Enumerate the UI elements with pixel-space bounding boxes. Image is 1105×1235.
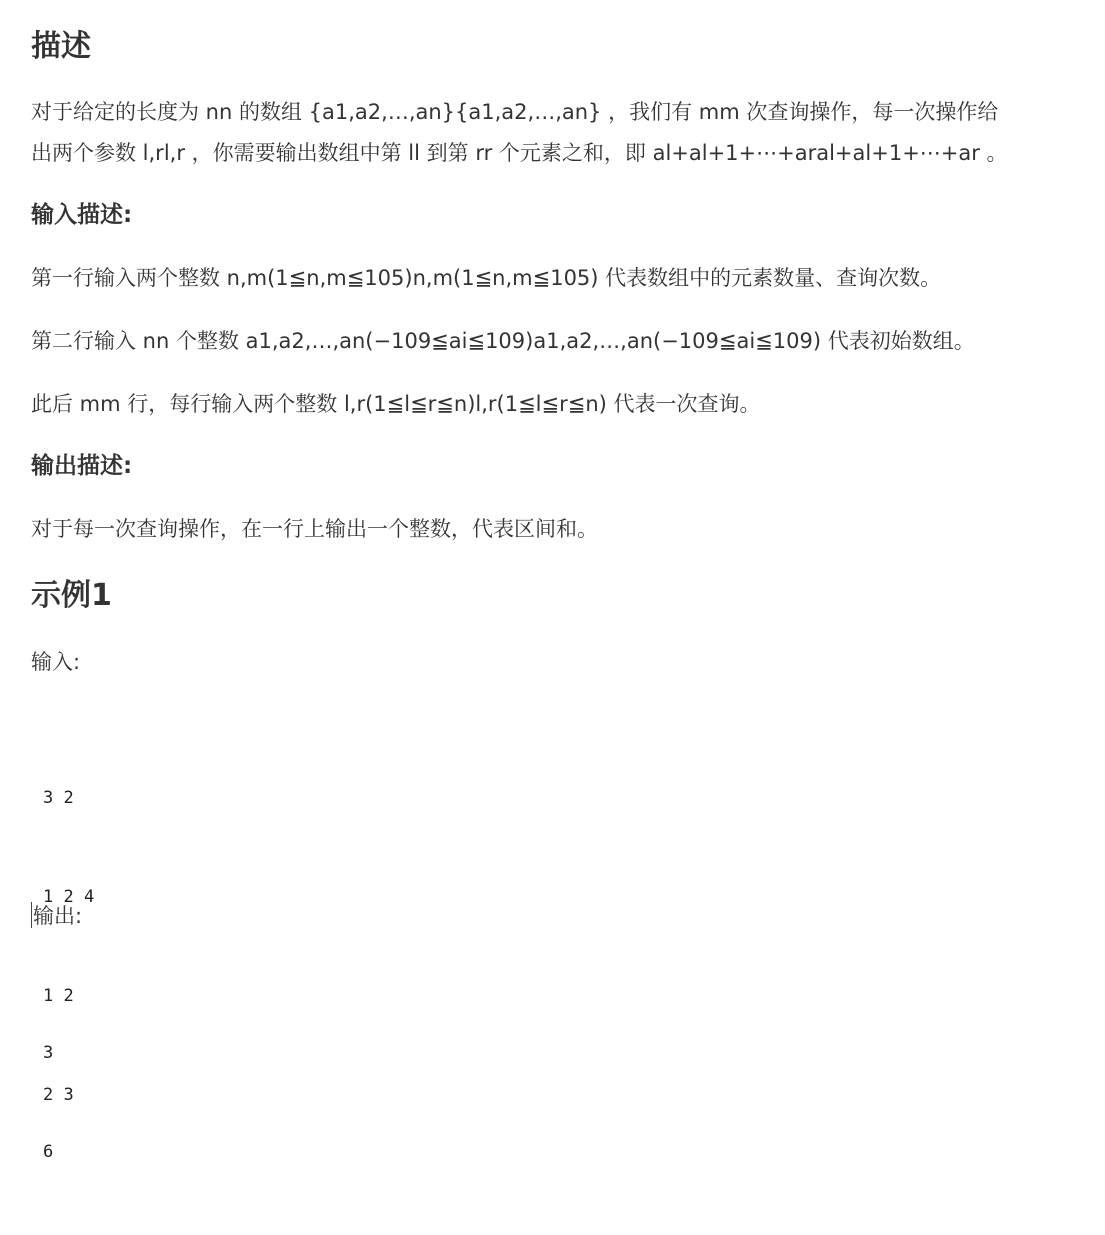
description-line-1: 对于给定的长度为 nn 的数组 {a1,a2,…,an}{a1,a2,…,an} ，我们有 mm 次查询操作，每一次操作给	[31, 100, 999, 124]
example-input-line: 3 2	[43, 788, 74, 808]
example-heading: 示例1	[31, 578, 112, 613]
input-description-para-1: 第一行输入两个整数 n,m(1≦n,m≦105)n,m(1≦n,m≦105) 代表数组中的元素数量、查询次数。	[31, 266, 942, 290]
input-description-heading: 输入描述:	[31, 202, 133, 228]
output-description-heading: 输出描述:	[31, 453, 133, 479]
input-description-para-3: 此后 mm 行，每行输入两个整数 l,r(1≦l≦r≦n)l,r(1≦l≦r≦n) 代表一次查询。	[31, 392, 761, 416]
example-input-label: 输入:	[31, 650, 81, 674]
output-description-para-1: 对于每一次查询操作，在一行上输出一个整数，代表区间和。	[31, 517, 598, 541]
example-input-line: 1 2	[43, 986, 74, 1006]
example-input-line: 1 2 4	[43, 887, 95, 907]
text-caret	[31, 902, 32, 928]
description-heading: 描述	[31, 29, 91, 64]
example-output-label: 输出:	[33, 904, 83, 928]
example-input-line: 2 3	[43, 1085, 74, 1105]
example-output-line: 3	[43, 1043, 54, 1063]
description-line-2: 出两个参数 l,rl,r ，你需要输出数组中第 ll 到第 rr 个元素之和，即 al+al+1+⋯+aral+al+1+⋯+ar 。	[31, 141, 1008, 165]
input-description-para-2: 第二行输入 nn 个整数 a1,a2,…,an(−109≦ai≦109)a1,a2,…,an(−109≦ai≦109) 代表初始数组。	[31, 329, 975, 353]
example-output-line: 6	[43, 1142, 54, 1162]
example-output-block	[43, 971, 84, 1235]
